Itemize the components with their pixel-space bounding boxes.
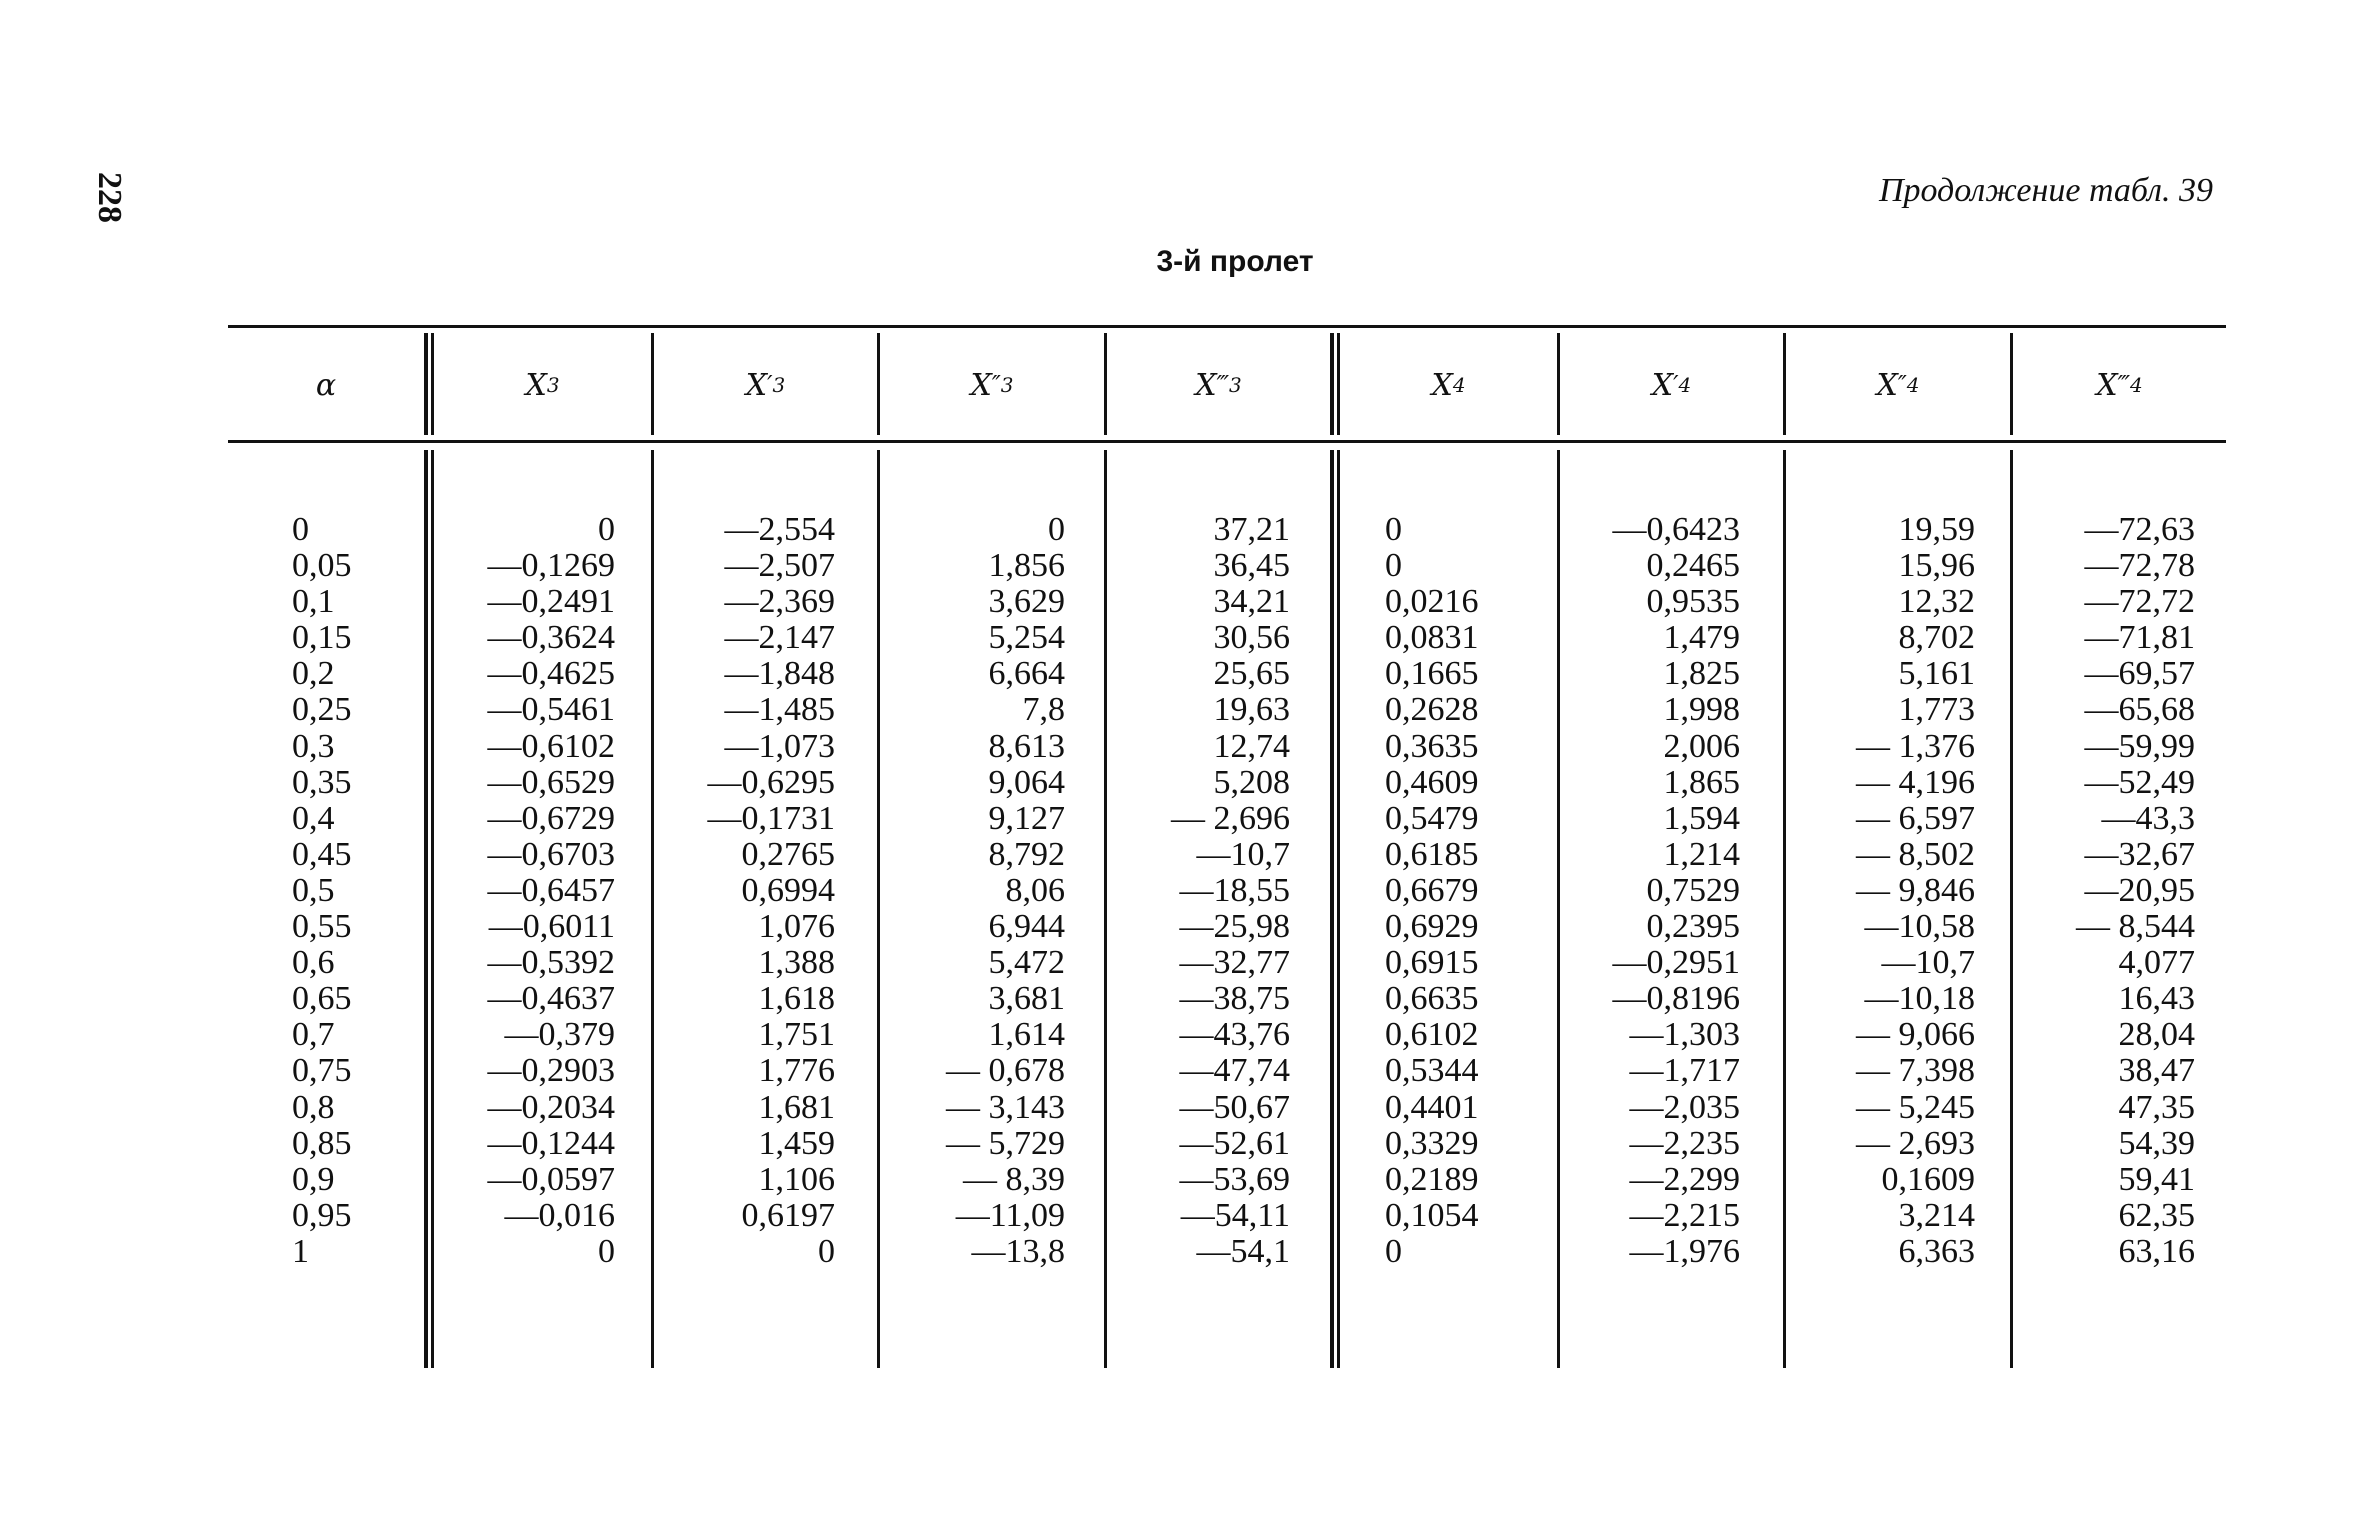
table-cell: —54,11 [1180,1196,1290,1234]
table-cell: — 7,398 [1856,1052,1975,1090]
table-cell: 0,9 [292,1160,335,1198]
table-cell: 59,41 [2118,1160,2195,1198]
column-alpha [292,512,352,1270]
table-cell: —0,6011 [488,908,615,946]
table-cell: 16,43 [2118,980,2195,1018]
table-cell: 0,3635 [1385,727,1479,765]
table-cell: —0,5392 [487,944,615,982]
table-cell: 0,15 [292,619,352,657]
table-cell: 1,479 [1663,619,1740,657]
table-cell: 1,773 [1898,691,1975,729]
table-cell: 1 [292,1232,309,1270]
table-cell: — 9,846 [1856,871,1975,909]
table-cell: 1,214 [1663,835,1740,873]
table-cell: — 9,066 [1856,1016,1975,1054]
column-divider [2010,450,2013,1368]
table-cell: 0,2765 [741,835,835,873]
table-cell: —0,4625 [487,655,615,693]
table-cell: —2,369 [724,583,835,621]
column-x4-double-prime [1790,512,1975,1270]
header-x3: X 3 [525,367,560,403]
table-cell: 0,1609 [1881,1160,1975,1198]
column-divider [424,450,428,1368]
table-cell: — 5,729 [946,1124,1065,1162]
table-cell: —0,6729 [487,799,615,837]
table-cell: —2,035 [1629,1088,1740,1126]
column-divider [877,450,880,1368]
table-cell: —1,485 [724,691,835,729]
table-cell: 19,63 [1213,691,1290,729]
table-cell: 0,6635 [1385,980,1479,1018]
table-cell: 7,8 [1022,691,1065,729]
table-cell: 1,998 [1663,691,1740,729]
table-cell: 0 [1048,511,1065,548]
header-x4-prime: X ′ 4 [1651,367,1692,403]
table-cell: —0,2951 [1612,944,1740,982]
table-cell: 0,05 [292,547,352,585]
table-cell: —0,2903 [487,1052,615,1090]
table-cell: —1,073 [724,727,835,765]
header-alpha [228,330,424,440]
header-x3-double-prime: X ″ 3 [970,367,1014,403]
table-cell: 5,161 [1898,655,1975,693]
table-cell: 0,1665 [1385,655,1479,693]
table-cell: 12,32 [1898,583,1975,621]
table-cell: 0,2395 [1646,908,1740,946]
table-cell: 5,472 [988,944,1065,982]
table-cell: — 8,502 [1856,835,1975,873]
table-cell: 0,6 [292,944,335,982]
column-divider [1104,450,1107,1368]
table-cell: 0,5344 [1385,1052,1479,1090]
table-cell: 0,6915 [1385,944,1479,982]
table-cell: 0,4401 [1385,1088,1479,1126]
table-cell: 0,3 [292,727,335,765]
table-cell: —1,303 [1629,1016,1740,1054]
table-cell: — 2,693 [1856,1124,1975,1162]
table-cell: 3,214 [1898,1196,1975,1234]
table-cell: 38,47 [2118,1052,2195,1090]
table-cell: 0,55 [292,908,352,946]
table-cell: 0 [1385,511,1402,548]
column-divider [1330,333,1334,435]
table-cell: 0,9535 [1646,583,1740,621]
table-cell: 6,363 [1898,1232,1975,1270]
table-cell: 1,865 [1663,763,1740,801]
table-cell: —71,81 [2084,619,2195,657]
table-cell: 25,65 [1213,655,1290,693]
table-cell: —10,18 [1864,980,1975,1018]
column-x3 [440,512,615,1270]
table-cell: —52,49 [2084,763,2195,801]
table-cell: 0 [292,511,309,548]
table-cell: 0,8 [292,1088,335,1126]
table-cell: 34,21 [1213,583,1290,621]
table-cell: —50,67 [1179,1088,1290,1126]
table-cell: —13,8 [971,1232,1065,1270]
column-x3-double-prime [890,512,1065,1270]
header-x3-prime: X ′ 3 [745,367,786,403]
table-cell: —0,379 [504,1016,615,1054]
column-x4 [1385,512,1479,1270]
table-cell: 0,6185 [1385,835,1479,873]
table-cell: 5,208 [1213,763,1290,801]
table-cell: 0,65 [292,980,352,1018]
table-cell: 0,4609 [1385,763,1479,801]
table-cell: 19,59 [1898,511,1975,548]
table-cell: —18,55 [1179,871,1290,909]
table-cell: 0,2628 [1385,691,1479,729]
table-cell: 0,3329 [1385,1124,1479,1162]
table-cell: —32,67 [2084,835,2195,873]
table-cell: 0,2189 [1385,1160,1479,1198]
table-cell: — 3,143 [946,1088,1065,1126]
table-cell: —2,235 [1629,1124,1740,1162]
table-cell: 0 [818,1232,835,1270]
table-cell: —2,299 [1629,1160,1740,1198]
table-cell: —10,7 [1881,944,1975,982]
table-top-rule [228,325,2226,328]
table-cell: —0,1269 [487,547,615,585]
table-cell: 0,6679 [1385,871,1479,909]
table-cell: 30,56 [1213,619,1290,657]
table-cell: 0,2 [292,655,335,693]
table-cell: —0,6423 [1612,511,1740,548]
table-cell: — 4,196 [1856,763,1975,801]
table-cell: 9,127 [988,799,1065,837]
table-cell: —0,1244 [487,1124,615,1162]
table-cell: —2,507 [724,547,835,585]
table-cell: —59,99 [2084,727,2195,765]
table-cell: —0,6295 [707,763,835,801]
table-cell: —69,57 [2084,655,2195,693]
table-cell: —38,75 [1179,980,1290,1018]
table-cell: —0,3624 [487,619,615,657]
column-x3-prime [660,512,835,1270]
table-cell: 0,1 [292,583,335,621]
table-cell: 1,825 [1663,655,1740,693]
table-cell: 1,594 [1663,799,1740,837]
column-x4-triple-prime [2015,512,2195,1270]
table-cell: 1,388 [758,944,835,982]
table-cell: —1,717 [1629,1052,1740,1090]
table-cell: 47,35 [2118,1088,2195,1126]
table-cell: —25,98 [1179,908,1290,946]
table-cell: 6,944 [988,908,1065,946]
header-x4-double-prime: X ″ 4 [1876,367,1920,403]
table-cell: 1,681 [758,1088,835,1126]
table-continuation-caption: Продолжение табл. 39 [1878,172,2213,209]
table-cell: 15,96 [1898,547,1975,585]
table-cell: 0,45 [292,835,352,873]
table-cell: 1,776 [758,1052,835,1090]
table-cell: —20,95 [2084,871,2195,909]
table-cell: 1,751 [758,1016,835,1054]
column-divider [651,450,654,1368]
header-x4-triple-prime: X ‴ 4 [2096,367,2143,403]
table-cell: 0,35 [292,763,352,801]
table-cell: —0,4637 [487,980,615,1018]
table-cell: — 8,544 [2076,908,2195,946]
table-cell: — 5,245 [1856,1088,1975,1126]
table-cell: —65,68 [2084,691,2195,729]
table-cell: —0,2034 [487,1088,615,1126]
column-divider [1330,450,1334,1368]
table-cell: 1,076 [758,908,835,946]
table-cell: —0,0597 [487,1160,615,1198]
column-divider [424,333,428,435]
table-cell: 0,85 [292,1124,352,1162]
table-cell: —0,5461 [487,691,615,729]
table-cell: —0,1731 [707,799,835,837]
table-cell: 0,5 [292,871,335,909]
table-cell: 2,006 [1663,727,1740,765]
table-cell: 0,95 [292,1196,352,1234]
table-cell: 3,629 [988,583,1065,621]
table-cell: 0,6929 [1385,908,1479,946]
table-cell: 28,04 [2118,1016,2195,1054]
table-cell: 0,0831 [1385,619,1479,657]
table-cell: 8,06 [1005,871,1065,909]
table-cell: 62,35 [2118,1196,2195,1234]
table-cell: 8,613 [988,727,1065,765]
table-cell: 1,106 [758,1160,835,1198]
table-cell: 37,21 [1213,511,1290,548]
table-cell: 0,6994 [741,871,835,909]
table-cell: —0,016 [504,1196,615,1234]
table-cell: 0 [1385,547,1402,585]
header-alpha-label: α [315,367,337,403]
table-cell: 0,7529 [1646,871,1740,909]
table-cell: 0,75 [292,1052,352,1090]
table-cell: —11,09 [955,1196,1065,1234]
table-cell: 8,702 [1898,619,1975,657]
table-cell: 0,6102 [1385,1016,1479,1054]
table-cell: — 0,678 [946,1052,1065,1090]
table-cell: —0,8196 [1612,980,1740,1018]
column-divider [1557,450,1560,1368]
table-cell: —0,6102 [487,727,615,765]
table-cell: 63,16 [2118,1232,2195,1270]
table-cell: 54,39 [2118,1124,2195,1162]
table-cell: 3,681 [988,980,1065,1018]
table-cell: —72,72 [2084,583,2195,621]
table-cell: —0,6529 [487,763,615,801]
header-x3-triple-prime: X ‴ 3 [1195,367,1242,403]
table-cell: —72,63 [2084,511,2195,548]
header-x4: X 4 [1431,367,1466,403]
table-cell: —53,69 [1179,1160,1290,1198]
table-cell: 36,45 [1213,547,1290,585]
table-cell: 0 [1385,1232,1402,1270]
table-cell: 0,1054 [1385,1196,1479,1234]
table-cell: 12,74 [1213,727,1290,765]
page-number: 228 [91,172,128,223]
table-cell: —43,3 [2101,799,2195,837]
table-cell: —43,76 [1179,1016,1290,1054]
table-cell: —52,61 [1179,1124,1290,1162]
table-cell: 8,792 [988,835,1065,873]
table-cell: 9,064 [988,763,1065,801]
table-cell: 0 [598,511,615,548]
column-x3-triple-prime [1115,512,1290,1270]
table-cell: 1,618 [758,980,835,1018]
column-divider [1783,450,1786,1368]
table-cell: —54,1 [1196,1232,1290,1270]
table-cell: —10,7 [1196,835,1290,873]
table-cell: 1,856 [988,547,1065,585]
table-cell: —32,77 [1179,944,1290,982]
table-cell: — 2,696 [1171,799,1290,837]
header-bottom-rule [228,440,2226,443]
table-cell: —47,74 [1179,1052,1290,1090]
table-cell: 0,25 [292,691,352,729]
table-cell: —1,848 [724,655,835,693]
table-cell: 0,5479 [1385,799,1479,837]
table-cell: 0,0216 [1385,583,1479,621]
table-cell: 0 [598,1232,615,1270]
table-cell: —0,6703 [487,835,615,873]
span-title: 3-й пролет [1156,245,1314,278]
table-cell: —72,78 [2084,547,2195,585]
table-cell: —0,2491 [487,583,615,621]
column-x4-prime [1565,512,1740,1270]
table-cell: — 8,39 [963,1160,1065,1198]
table-cell: — 6,597 [1856,799,1975,837]
table-cell: —10,58 [1864,908,1975,946]
table-cell: —1,976 [1629,1232,1740,1270]
table-cell: 1,459 [758,1124,835,1162]
table-cell: 4,077 [2118,944,2195,982]
table-cell: 0,6197 [741,1196,835,1234]
table-cell: 0,2465 [1646,547,1740,585]
table-cell: 1,614 [988,1016,1065,1054]
table-cell: —2,215 [1629,1196,1740,1234]
table-cell: —0,6457 [487,871,615,909]
table-cell: 0,4 [292,799,335,837]
table-cell: 0,7 [292,1016,335,1054]
table-cell: —2,554 [724,511,835,548]
table-cell: 5,254 [988,619,1065,657]
table-cell: — 1,376 [1856,727,1975,765]
table-cell: —2,147 [724,619,835,657]
table-cell: 6,664 [988,655,1065,693]
